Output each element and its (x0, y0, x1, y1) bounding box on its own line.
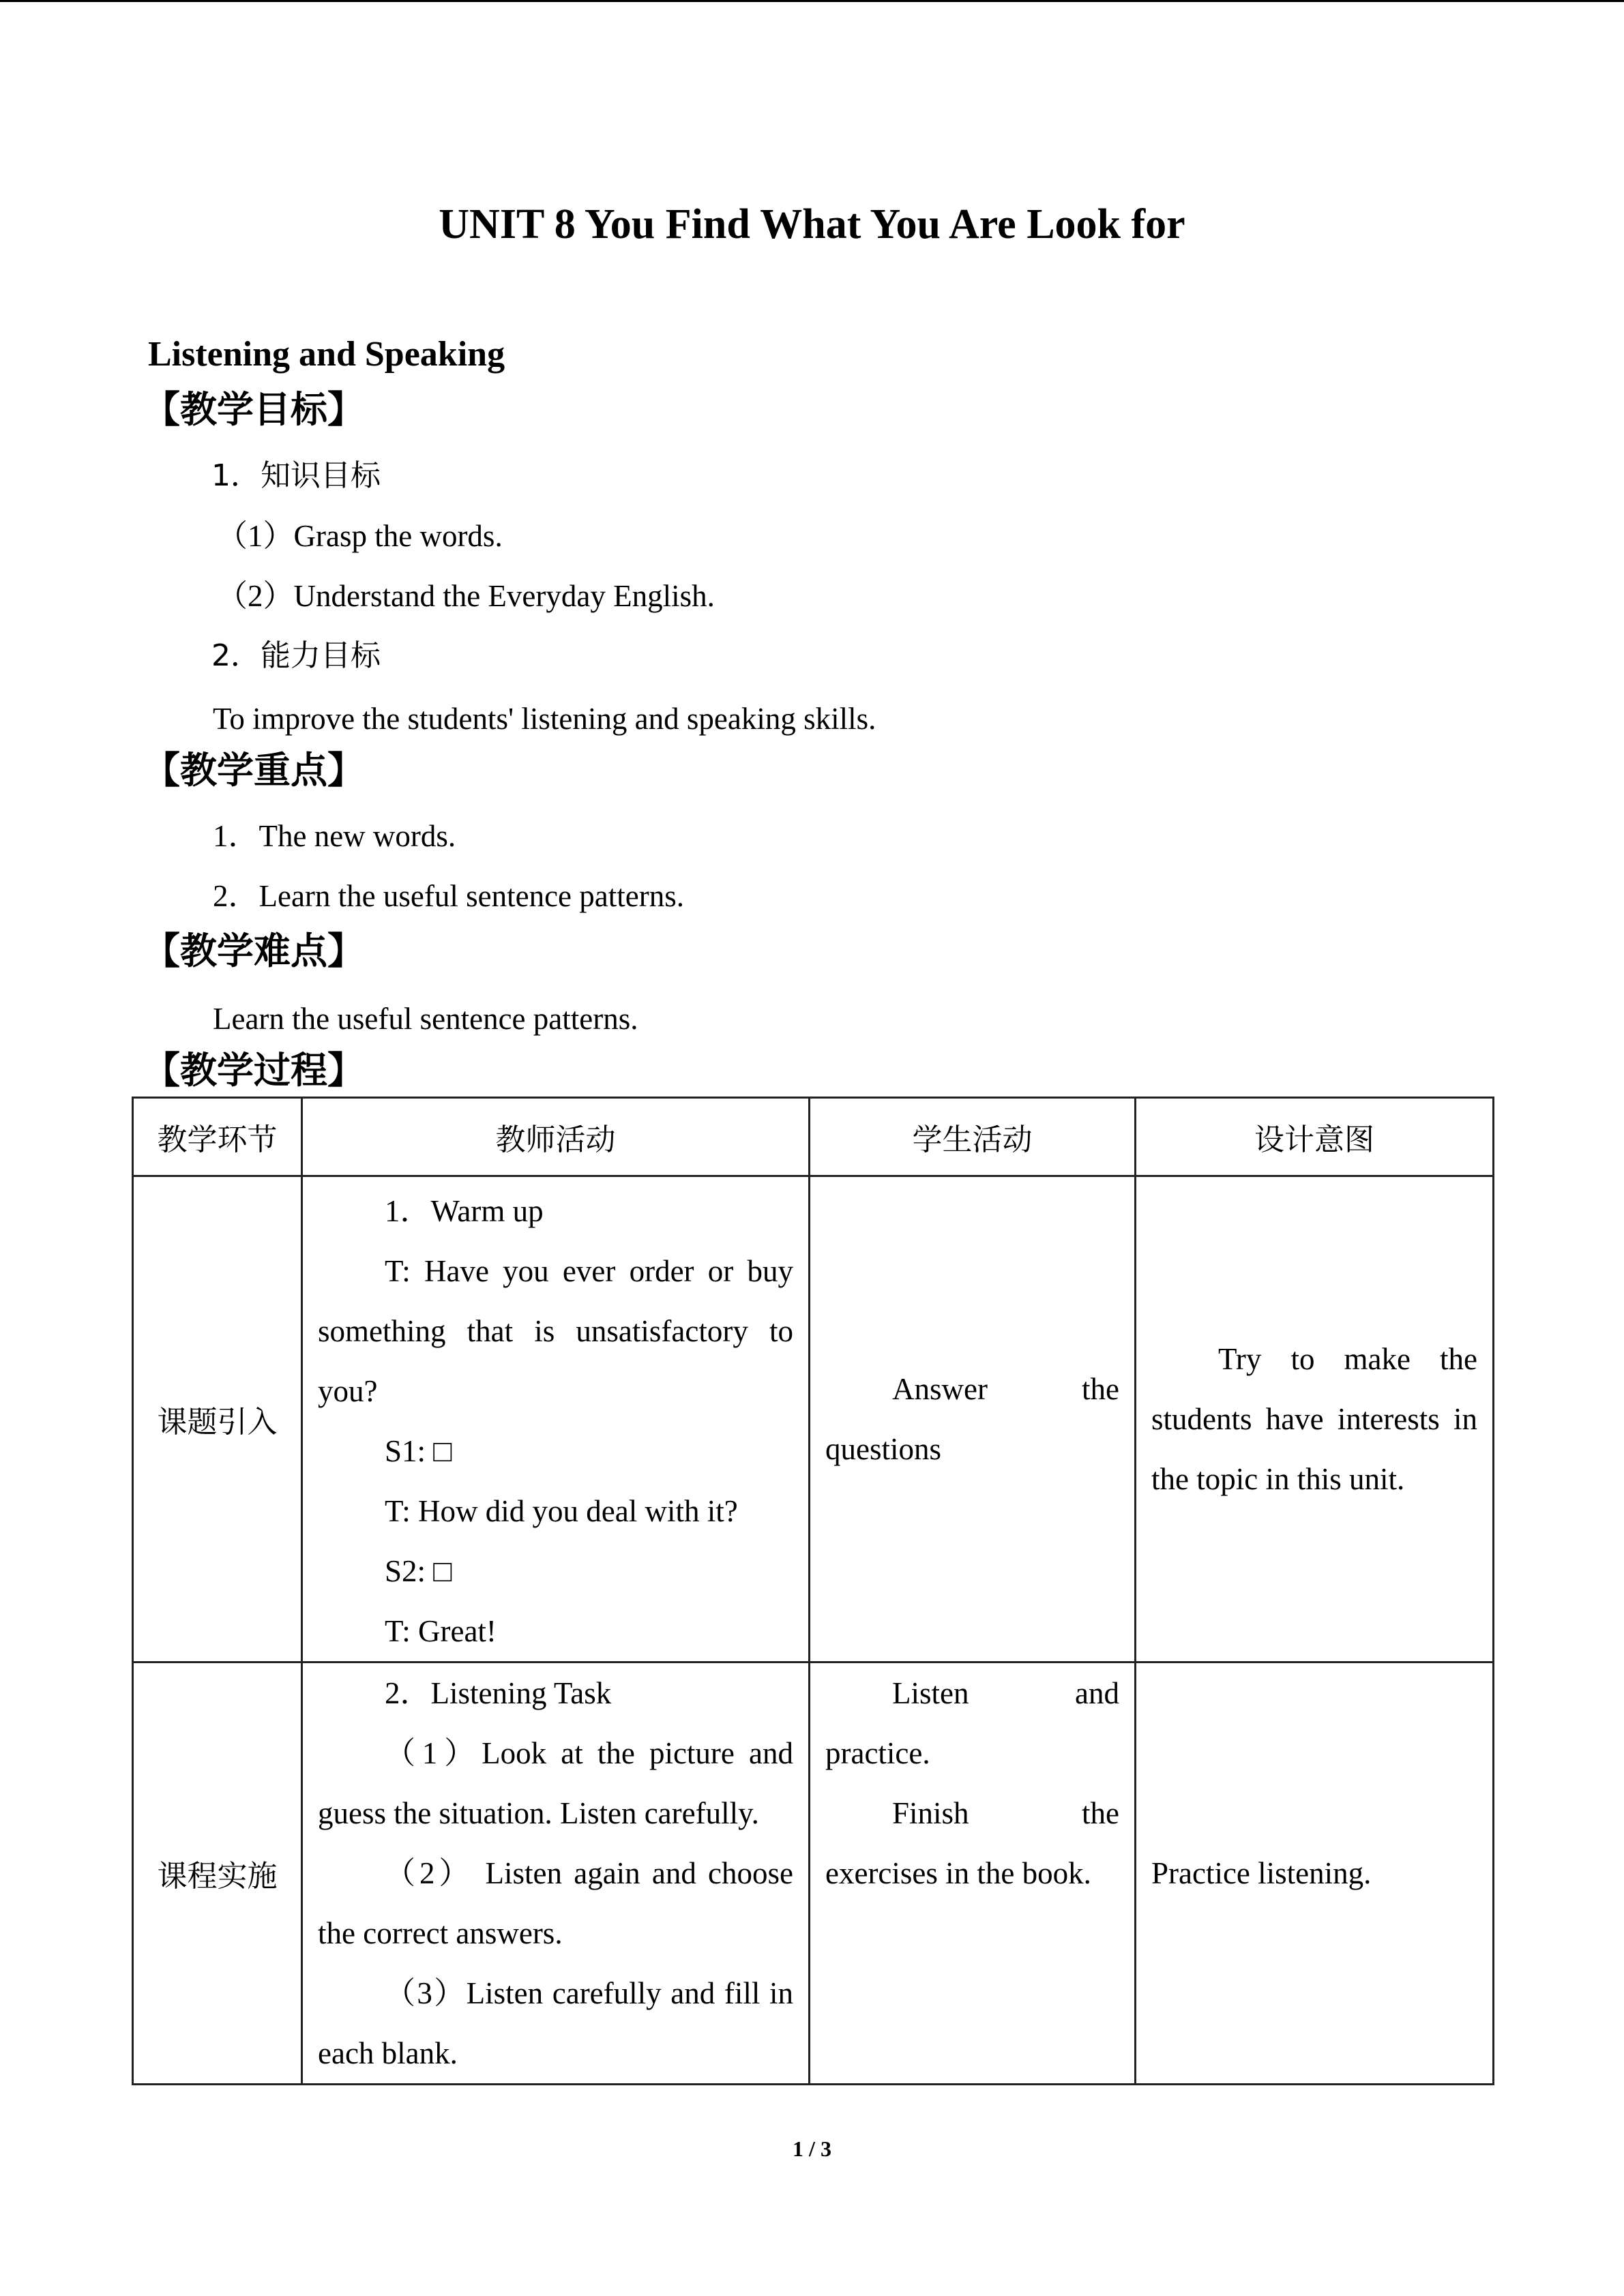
page-top-border (0, 0, 1624, 2)
knowledge-item-2: （2）Understand the Everyday English. (217, 579, 715, 613)
teaching-process-table (132, 1097, 1494, 2085)
knowledge-objective-label: 1．知识目标 (211, 458, 381, 493)
stage-cell: 课程实施 (133, 1663, 302, 2085)
design-purpose-cell (1136, 1176, 1494, 1663)
teacher-line: （2） Listen again and choose the correct answers. (318, 1856, 793, 1950)
ability-objective-text: To improve the students' listening and speaking skills. (213, 702, 876, 736)
section-subtitle: Listening and Speaking (148, 335, 505, 374)
table-row (133, 1663, 1494, 2085)
student-line: Listen and practice. (825, 1676, 1119, 1770)
teacher-line: 1．Warm up (385, 1194, 544, 1228)
teacher-line: T: Have you ever order or buy something that is unsatisfactory to you? (318, 1254, 793, 1408)
teacher-line: 2．Listening Task (385, 1676, 612, 1710)
header-teacher-activity: 教师活动 (302, 1098, 810, 1176)
knowledge-item-1: （1）Grasp the words. (217, 519, 503, 553)
heading-difficulties: 【教学难点】 (143, 929, 364, 972)
table-header-row (133, 1098, 1494, 1176)
teacher-line: （3）Listen carefully and fill in each blank. (318, 1976, 793, 2070)
heading-key-points: 【教学重点】 (143, 749, 364, 792)
student-activity-cell (810, 1176, 1136, 1663)
teacher-line: S2: □ (385, 1554, 452, 1588)
header-design-purpose: 设计意图 (1136, 1098, 1494, 1176)
table-row (133, 1176, 1494, 1663)
page-number: 1 / 3 (793, 2136, 831, 2161)
teacher-line: （1）Look at the picture and guess the situation. Listen carefully. (318, 1736, 793, 1830)
purpose-line: Practice listening. (1151, 1856, 1372, 1890)
header-student-activity: 学生活动 (810, 1098, 1136, 1176)
difficulty-text: Learn the useful sentence patterns. (213, 1002, 638, 1036)
key-point-1: 1．The new words. (213, 819, 456, 853)
key-point-2: 2．Learn the useful sentence patterns. (213, 879, 684, 913)
teacher-activity-cell (302, 1663, 810, 2085)
teacher-line: T: How did you deal with it? (385, 1494, 738, 1528)
heading-objectives: 【教学目标】 (143, 388, 364, 431)
ability-objective-label: 2．能力目标 (211, 638, 381, 673)
teacher-line: S1: □ (385, 1434, 452, 1468)
teacher-line: T: Great! (385, 1614, 497, 1648)
student-line: Answer the questions (825, 1372, 1119, 1466)
design-purpose-cell (1136, 1663, 1494, 2085)
document-title: UNIT 8 You Find What You Are Look for (439, 201, 1185, 248)
student-activity-cell (810, 1663, 1136, 2085)
student-line: Finish the exercises in the book. (825, 1796, 1119, 1890)
purpose-line: Try to make the students have interests in the topic in this unit. (1151, 1342, 1477, 1496)
header-stage: 教学环节 (133, 1098, 302, 1176)
teacher-activity-cell (302, 1176, 810, 1663)
heading-process: 【教学过程】 (143, 1049, 364, 1092)
stage-cell: 课题引入 (133, 1176, 302, 1663)
